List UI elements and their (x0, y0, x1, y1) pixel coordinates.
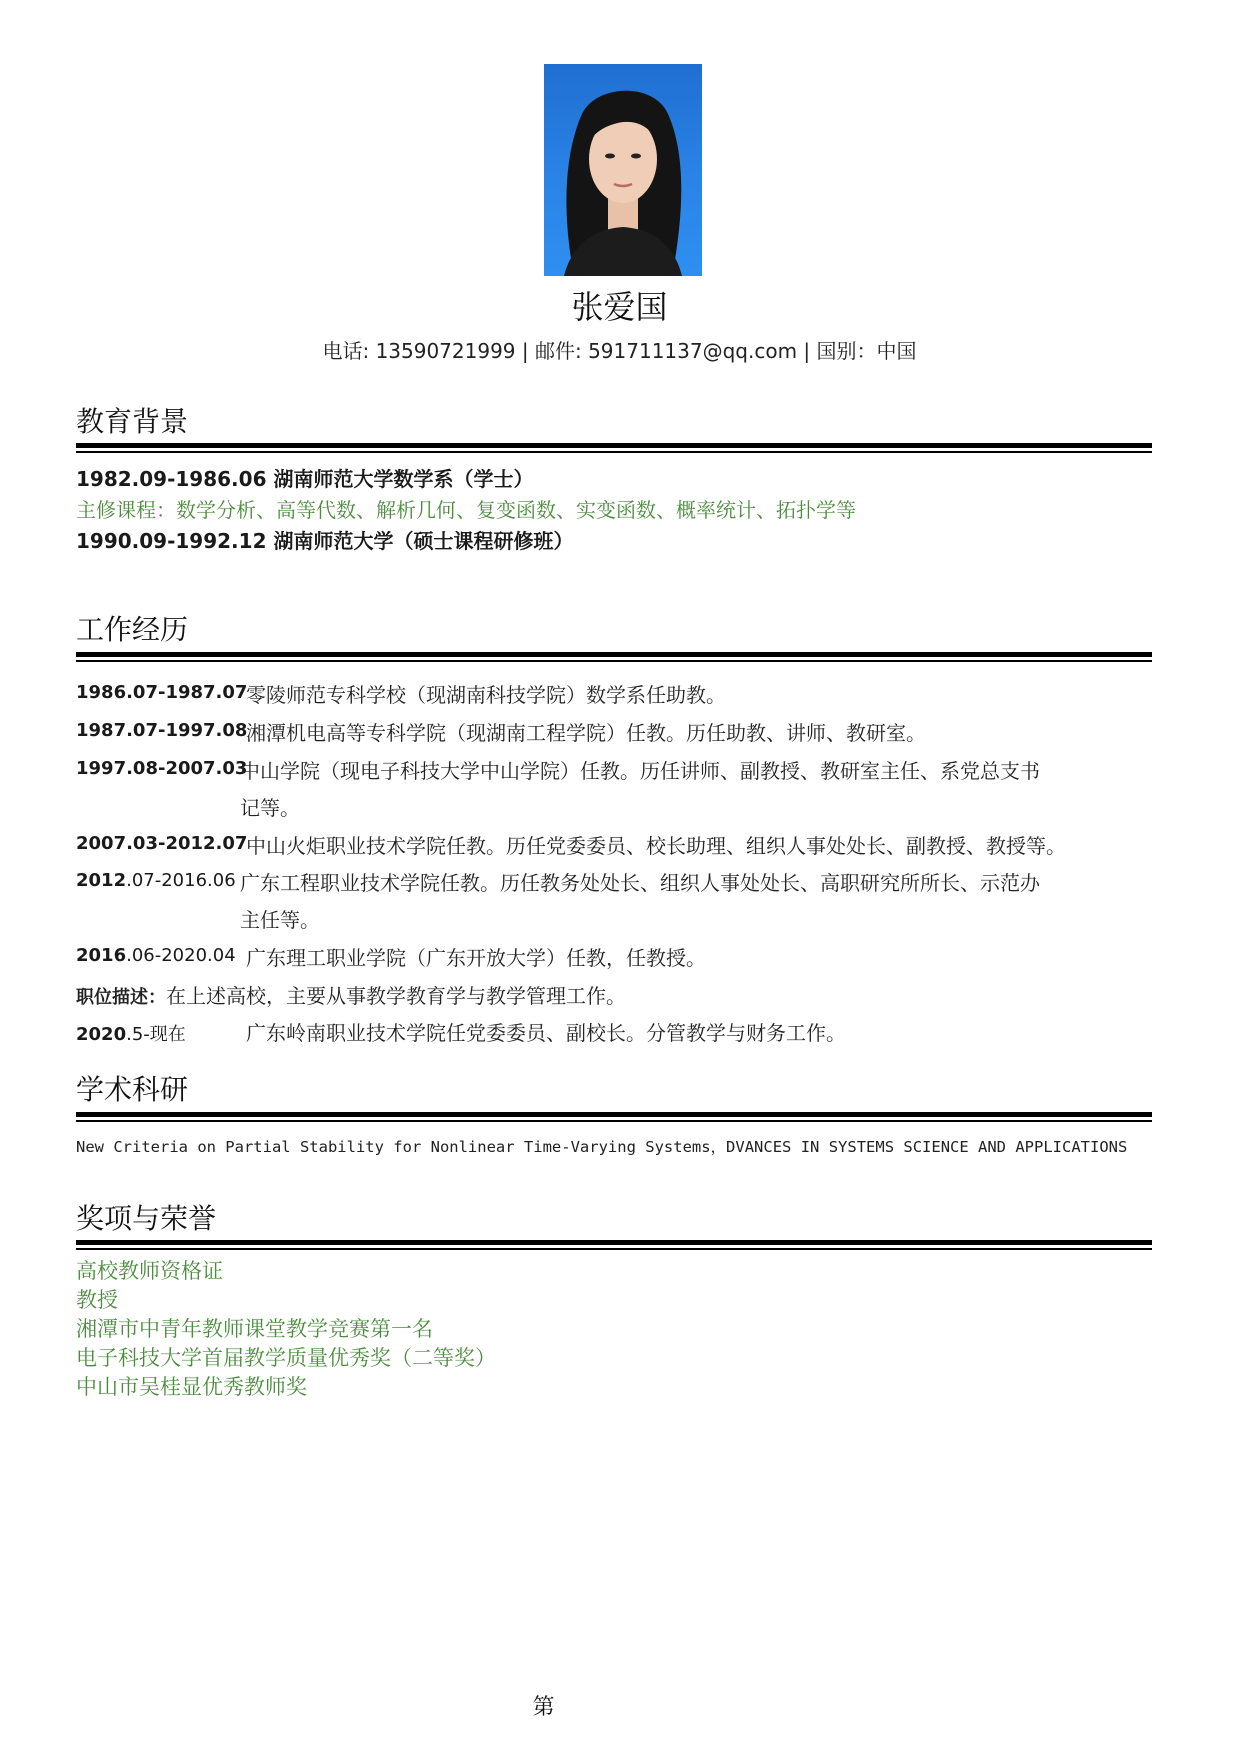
work-description (76, 980, 626, 1009)
contact-info: 电话: 13590721999 | 邮件: 591711137@qq.com | 国别：中国 (322, 339, 917, 363)
work-date: 1987.07-1997.08 (76, 720, 248, 741)
work-date: 2007.03-2012.07 (76, 833, 248, 854)
profile-photo (544, 64, 702, 276)
date-rest: .5-现在 (126, 1024, 186, 1045)
description-label: 职位描述： (76, 987, 166, 1008)
section-title-education: 教育背景 (76, 405, 189, 438)
work-text: 中山火炬职业技术学院任教。历任党委委员、校长助理、组织人事处处长、副教授、教授等。 (246, 834, 1066, 858)
work-text-cont: 主任等。 (240, 908, 320, 932)
work-date (76, 1020, 186, 1046)
education-entry-1 (76, 463, 533, 492)
research-publication: New Criteria on Partial Stability for Nonlinear Time-Varying Systems，DVANCES IN SYSTEMS SCIENCE AND APPLICATIONS (76, 1138, 1128, 1156)
date-year: 2020 (76, 1024, 127, 1045)
work-text-cont: 记等。 (240, 796, 300, 820)
section-divider (76, 1240, 1152, 1250)
date-year: 2012 (76, 870, 127, 891)
work-date: 1986.07-1987.07 (76, 682, 248, 703)
section-divider (76, 652, 1152, 662)
work-date: 1997.08-2007.03 (76, 758, 248, 779)
section-divider (76, 443, 1152, 453)
date-year: 2016 (76, 945, 127, 966)
award-item: 电子科技大学首届教学质量优秀奖（二等奖） (76, 1346, 496, 1370)
education-entry-2 (76, 525, 573, 554)
award-item: 中山市吴桂显优秀教师奖 (76, 1375, 307, 1399)
section-title-research: 学术科研 (76, 1073, 189, 1106)
award-item: 教授 (76, 1288, 118, 1312)
award-item: 高校教师资格证 (76, 1259, 223, 1283)
section-divider (76, 1112, 1152, 1122)
entry-text: 湖南师范大学数学系（学士） (273, 467, 534, 491)
work-text: 中山学院（现电子科技大学中山学院）任教。历任讲师、副教授、教研室主任、系党总支书 (240, 759, 1040, 783)
entry-date: 1982.09-1986.06 (76, 467, 267, 491)
entry-text: 湖南师范大学（硕士课程研修班） (273, 529, 574, 553)
candidate-name: 张爱国 (571, 288, 668, 326)
description-text: 在上述高校，主要从事教学教育学与教学管理工作。 (166, 984, 626, 1008)
work-date (76, 945, 236, 966)
work-date (76, 870, 236, 891)
section-title-awards: 奖项与荣誉 (76, 1202, 217, 1235)
education-courses: 主修课程：数学分析、高等代数、解析几何、复变函数、实变函数、概率统计、拓扑学等 (76, 498, 856, 522)
award-item: 湘潭市中青年教师课堂教学竞赛第一名 (76, 1317, 433, 1341)
work-text: 零陵师范专科学校（现湖南科技学院）数学系任助教。 (246, 683, 726, 707)
work-text: 广东工程职业技术学院任教。历任教务处处长、组织人事处处长、高职研究所所长、示范办 (240, 871, 1040, 895)
section-title-work: 工作经历 (76, 613, 189, 646)
date-rest: .06-2020.04 (126, 945, 236, 966)
entry-date: 1990.09-1992.12 (76, 529, 267, 553)
work-text: 广东岭南职业技术学院任党委委员、副校长。分管教学与财务工作。 (246, 1021, 846, 1045)
work-text: 湘潭机电高等专科学院（现湖南工程学院）任教。历任助教、讲师、教研室。 (246, 721, 926, 745)
work-text: 广东理工职业学院（广东开放大学）任教，任教授。 (246, 946, 706, 970)
page-footer: 第 (532, 1695, 555, 1720)
date-rest: .07-2016.06 (126, 870, 236, 891)
